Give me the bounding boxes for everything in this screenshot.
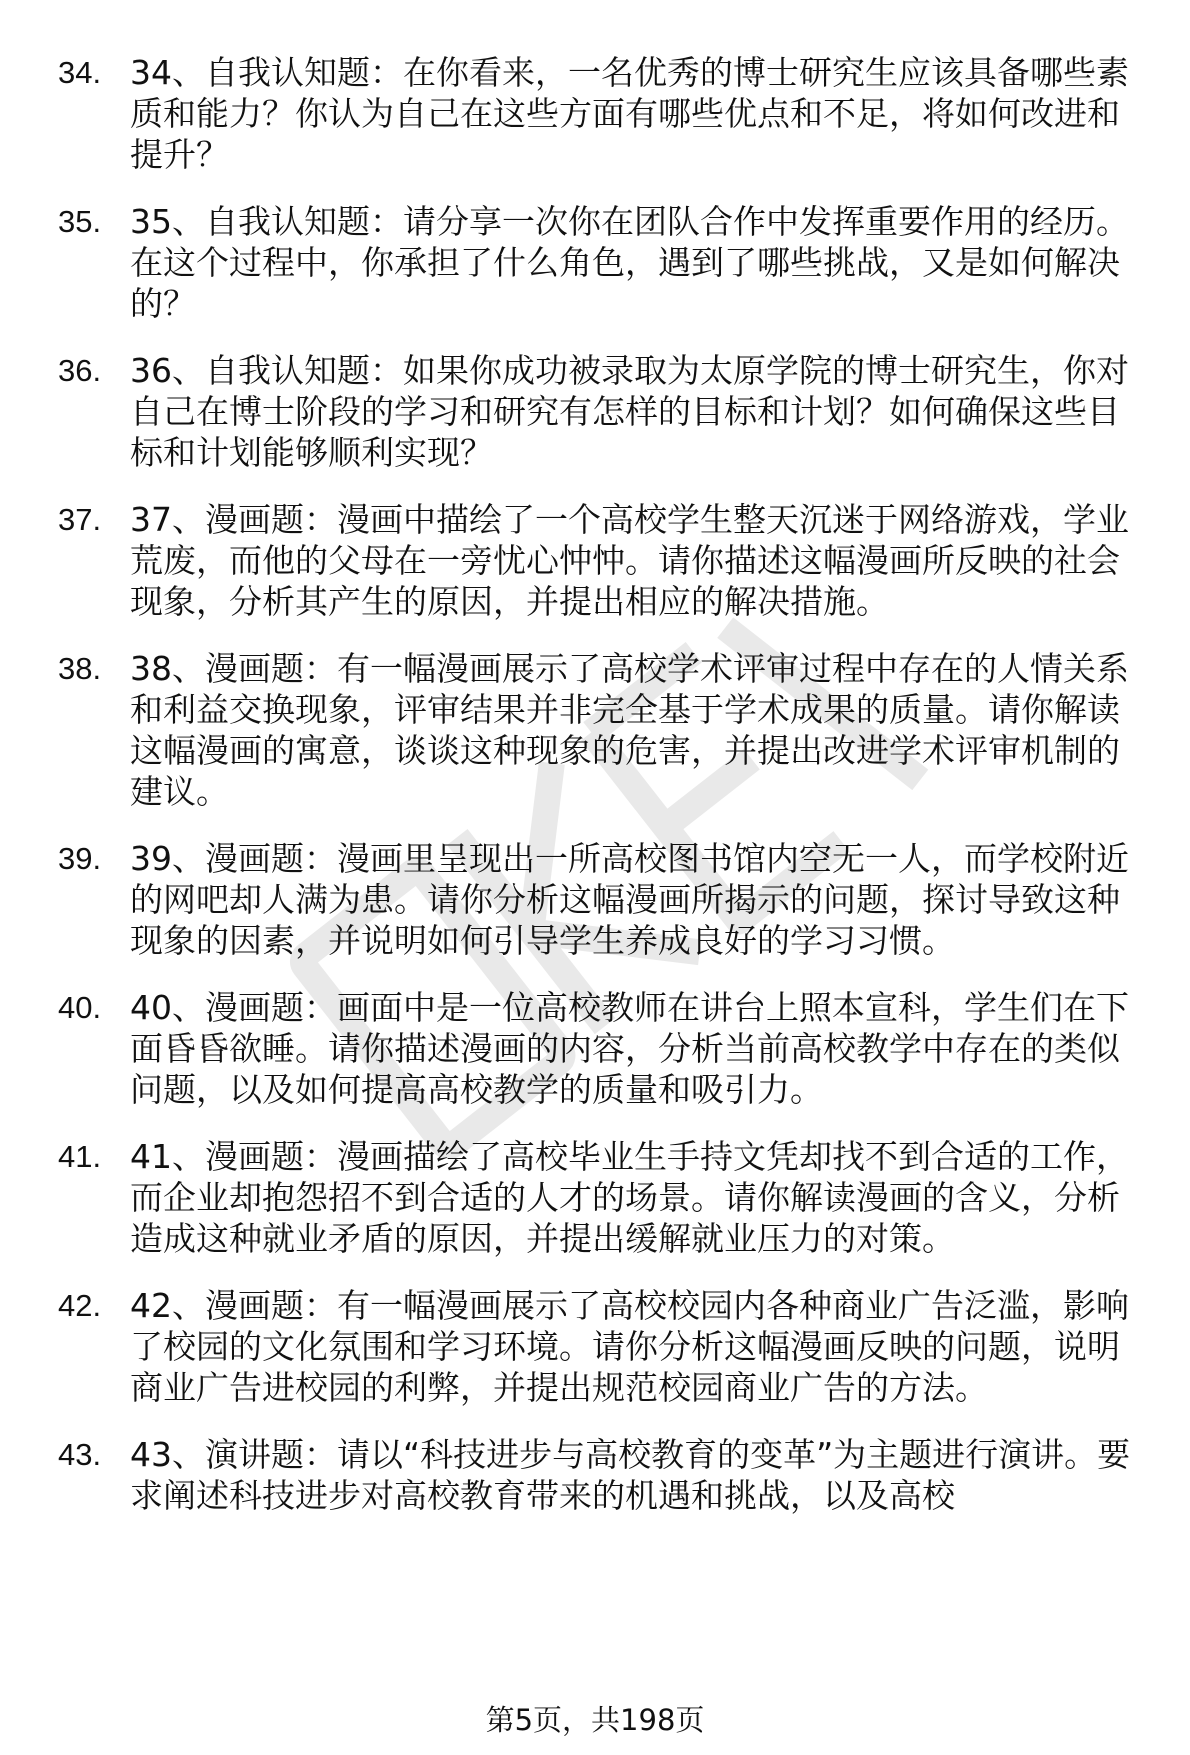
- question-text: 40、漫画题：画面中是一位高校教师在讲台上照本宣科，学生们在下面昏昏欲睡。请你描述漫画的内容，分析当前高校教学中存在的类似问题，以及如何提高高校教学的质量和吸引力。: [130, 988, 1129, 1109]
- question-item: [0, 350, 1190, 473]
- question-number: 37.: [58, 502, 102, 537]
- question-number: 35.: [58, 204, 102, 239]
- question-text: 43、演讲题：请以“科技进步与高校教育的变革”为主题进行演讲。要求阐述科技进步对高校教育带来的机遇和挑战，以及高校: [130, 1435, 1131, 1515]
- question-number: 39.: [58, 841, 102, 876]
- question-text: 38、漫画题：有一幅漫画展示了高校学术评审过程中存在的人情关系和利益交换现象，评审结果并非完全基于学术成果的质量。请你解读这幅漫画的寓意，谈谈这种现象的危害，并提出改进学术评审机制的建议。: [130, 649, 1129, 811]
- question-item: [0, 1285, 1190, 1408]
- question-text: 35、自我认知题：请分享一次你在团队合作中发挥重要作用的经历。在这个过程中，你承担了什么角色，遇到了哪些挑战，又是如何解决的？: [130, 202, 1129, 323]
- page-footer: [0, 1702, 1190, 1738]
- question-list: [0, 52, 1190, 1542]
- question-text: 36、自我认知题：如果你成功被录取为太原学院的博士研究生，你对自己在博士阶段的学习和研究有怎样的目标和计划？如何确保这些目标和计划能够顺利实现？: [130, 351, 1129, 472]
- question-text: 41、漫画题：漫画描绘了高校毕业生手持文凭却找不到合适的工作，而企业却抱怨招不到合适的人才的场景。请你解读漫画的含义，分析造成这种就业矛盾的原因，并提出缓解就业压力的对策。: [130, 1137, 1129, 1258]
- question-item: [0, 52, 1190, 175]
- question-item: [0, 201, 1190, 324]
- question-number: 38.: [58, 651, 102, 686]
- question-number: 40.: [58, 990, 102, 1025]
- page-number-label: 第5页，共198页: [485, 1703, 705, 1737]
- question-text: 39、漫画题：漫画里呈现出一所高校图书馆内空无一人，而学校附近的网吧却人满为患。请你分析这幅漫画所揭示的问题，探讨导致这种现象的因素，并说明如何引导学生养成良好的学习习惯。: [130, 839, 1129, 960]
- question-item: [0, 648, 1190, 812]
- question-text: 34、自我认知题：在你看来，一名优秀的博士研究生应该具备哪些素质和能力？你认为自己在这些方面有哪些优点和不足，将如何改进和提升？: [130, 53, 1129, 174]
- question-item: [0, 1136, 1190, 1259]
- question-number: 42.: [58, 1288, 102, 1323]
- question-number: 36.: [58, 353, 102, 388]
- question-item: [0, 1434, 1190, 1516]
- question-number: 41.: [58, 1139, 102, 1174]
- question-number: 34.: [58, 55, 102, 90]
- question-text: 42、漫画题：有一幅漫画展示了高校校园内各种商业广告泛滥，影响了校园的文化氛围和学习环境。请你分析这幅漫画反映的问题，说明商业广告进校园的利弊，并提出规范校园商业广告的方法。: [130, 1286, 1129, 1407]
- question-text: 37、漫画题：漫画中描绘了一个高校学生整天沉迷于网络游戏，学业荒废，而他的父母在一旁忧心忡忡。请你描述这幅漫画所反映的社会现象，分析其产生的原因，并提出相应的解决措施。: [130, 500, 1129, 621]
- question-item: [0, 499, 1190, 622]
- question-number: 43.: [58, 1437, 102, 1472]
- question-item: [0, 838, 1190, 961]
- question-item: [0, 987, 1190, 1110]
